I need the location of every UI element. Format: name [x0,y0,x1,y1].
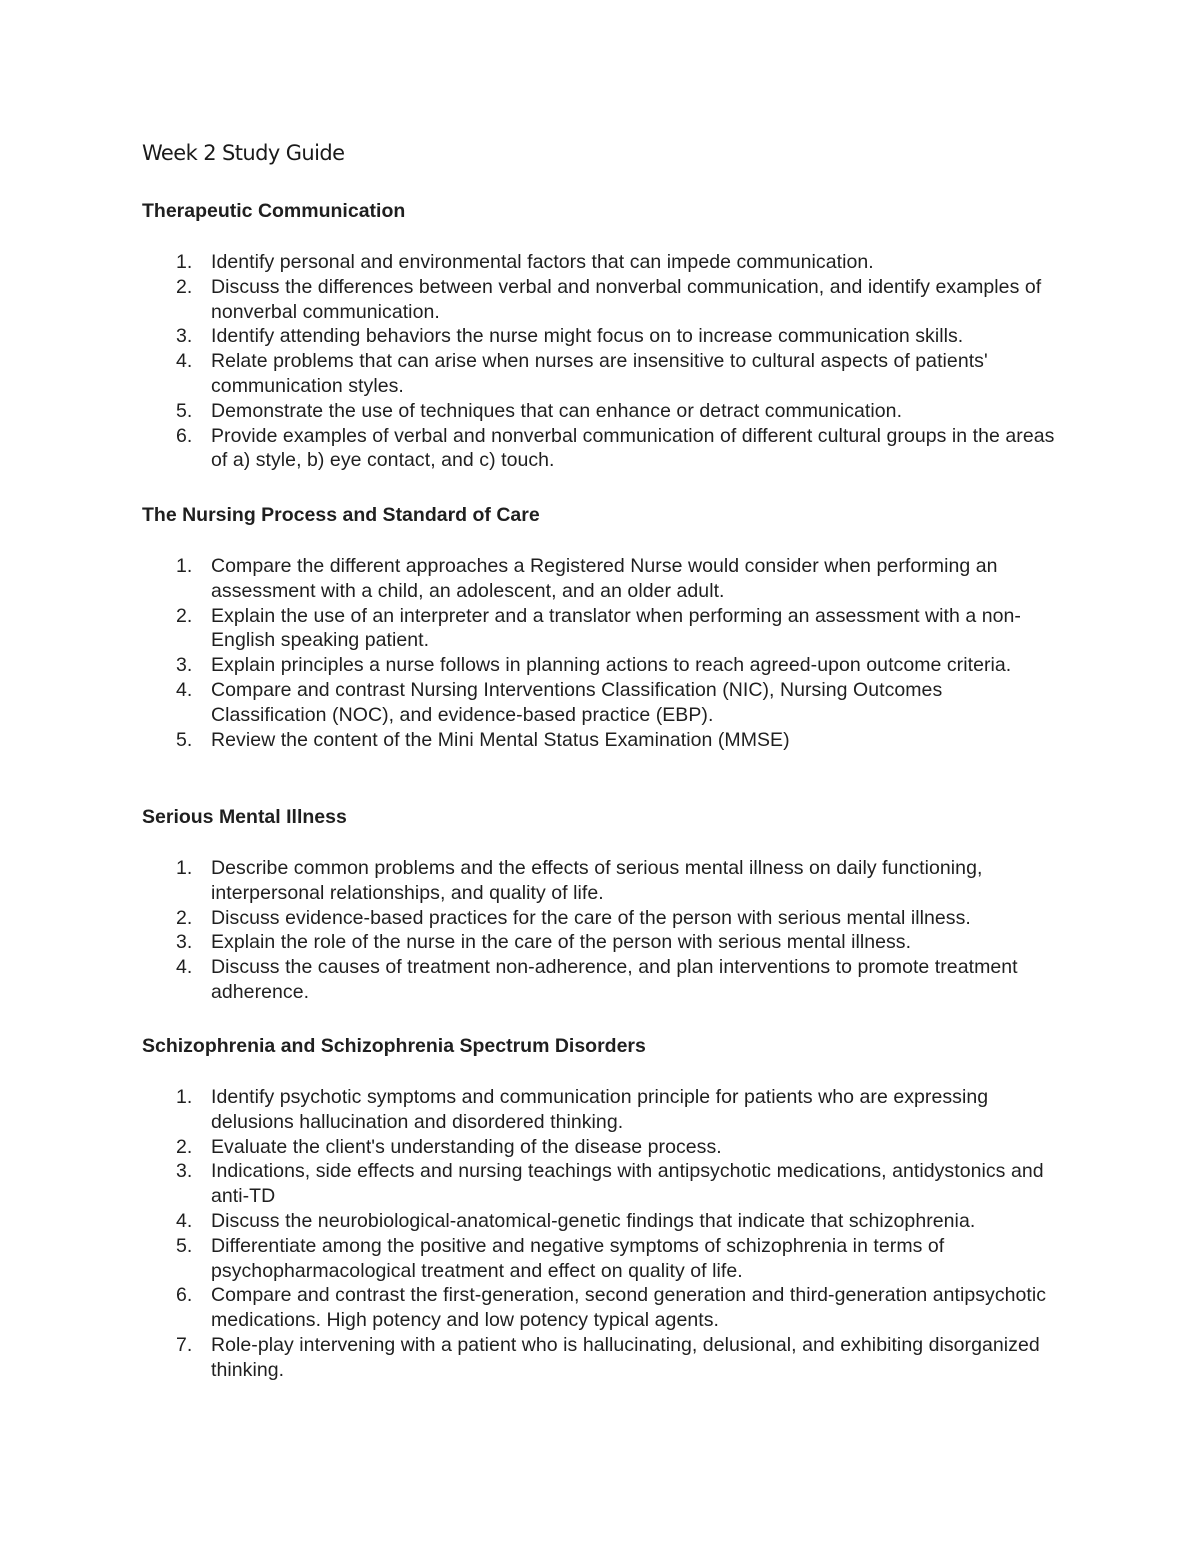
document-title: Week 2 Study Guide [142,141,345,165]
item-text: Identify personal and environmental factors that can impede communication. [211,251,874,273]
list-item [142,424,1082,474]
list-item [142,1333,1082,1383]
section-heading: The Nursing Process and Standard of Care [142,504,540,526]
section-therapeutic-communication [142,198,1082,473]
item-number: 5. [176,399,193,422]
section-heading: Schizophrenia and Schizophrenia Spectrum Disorders [142,1035,646,1057]
list-item [142,1209,1082,1234]
item-number: 5. [176,1234,193,1257]
item-text: Discuss the differences between verbal and nonverbal communication, and identify examples of nonverbal communication. [211,275,1042,323]
item-text: Relate problems that can arise when nurses are insensitive to cultural aspects of patients' communication styles. [211,350,988,397]
section-heading: Serious Mental Illness [142,806,347,828]
item-number: 2. [176,275,193,298]
item-text: Provide examples of verbal and nonverbal communication of different cultural groups in the areas of a) style, b) eye contact, and c) touch. [211,424,1055,472]
item-number: 3. [176,1160,193,1183]
item-text: Compare the different approaches a Registered Nurse would consider when performing an assessment with a child, an adolescent, and an older adult. [211,555,998,602]
item-text: Explain the use of an interpreter and a translator when performing an assessment with a non- English speaking patient. [211,604,1021,652]
item-text: Discuss the neurobiological-anatomical-genetic findings that indicate that schizophrenia. [211,1209,976,1232]
item-number: 6. [176,1284,193,1307]
list-item [142,1283,1082,1333]
list-item [142,554,1082,604]
list-item [142,604,1082,654]
list-item [142,678,1082,728]
list-item [142,906,1082,931]
item-number: 2. [176,604,193,627]
item-number: 3. [176,325,193,348]
item-number: 1. [176,857,193,879]
item-text: Role-play intervening with a patient who is hallucinating, delusional, and exhibiting disorganized thinking. [211,1333,1040,1381]
item-number: 6. [176,424,193,447]
item-text: Explain principles a nurse follows in planning actions to reach agreed-upon outcome criteria. [211,654,1012,677]
list-item [142,399,1082,424]
item-number: 2. [176,1135,193,1158]
item-text: Explain the role of the nurse in the care of the person with serious mental illness. [211,931,912,954]
item-text: Differentiate among the positive and negative symptoms of schizophrenia in terms of psychopharmacological treatment and effect on quality of life. [211,1234,945,1282]
item-text: Describe common problems and the effects of serious mental illness on daily functioning, interpersonal relationships, and quality of life. [211,857,983,904]
list-item [142,1159,1082,1209]
item-number: 4. [176,956,193,979]
list-item [142,324,1082,349]
item-text: Review the content of the Mini Mental Status Examination (MMSE) [211,728,790,751]
item-text: Compare and contrast the first-generation, second generation and third-generation antipsychotic medications. High potency and low potency typical agents. [211,1284,1047,1332]
list-item [142,275,1082,325]
item-text: Demonstrate the use of techniques that can enhance or detract communication. [211,399,903,422]
list-item [142,1135,1082,1160]
list-item [142,930,1082,955]
item-number: 7. [176,1333,193,1356]
item-text: Identify attending behaviors the nurse might focus on to increase communication skills. [211,325,964,348]
list-item [142,1085,1082,1135]
item-text: Discuss the causes of treatment non-adherence, and plan interventions to promote treatment adherence. [211,956,1018,1003]
item-number: 4. [176,350,193,373]
item-text: Discuss evidence-based practices for the care of the person with serious mental illness. [211,906,971,929]
objective-list [142,1085,1082,1383]
item-number: 1. [176,251,193,273]
list-item [142,728,1082,753]
objective-list [142,856,1082,1005]
item-text: Identify psychotic symptoms and communication principle for patients who are expressing delusions hallucination and disordered thinking. [211,1086,989,1133]
list-item [142,1234,1082,1284]
list-item [142,349,1082,399]
item-text: Evaluate the client's understanding of the disease process. [211,1135,722,1158]
item-number: 1. [176,1086,193,1108]
item-number: 4. [176,1209,193,1232]
section-schizophrenia [142,1033,1082,1383]
item-text: Compare and contrast Nursing Interventions Classification (NIC), Nursing Outcomes Classification (NOC), and evidence-based practice (EBP). [211,678,943,726]
objective-list [142,250,1082,473]
item-number: 2. [176,906,193,929]
item-text: Indications, side effects and nursing teachings with antipsychotic medications, antidystonics and anti-TD [211,1160,1044,1208]
list-item [142,955,1082,1005]
section-nursing-process [142,502,1082,752]
item-number: 1. [176,555,193,577]
list-item [142,653,1082,678]
item-number: 3. [176,654,193,677]
item-number: 3. [176,931,193,954]
section-heading: Therapeutic Communication [142,200,406,222]
list-item [142,250,1082,275]
list-item [142,856,1082,906]
section-serious-mental-illness [142,804,1082,1005]
objective-list [142,554,1082,752]
item-number: 4. [176,678,193,701]
item-number: 5. [176,728,193,751]
